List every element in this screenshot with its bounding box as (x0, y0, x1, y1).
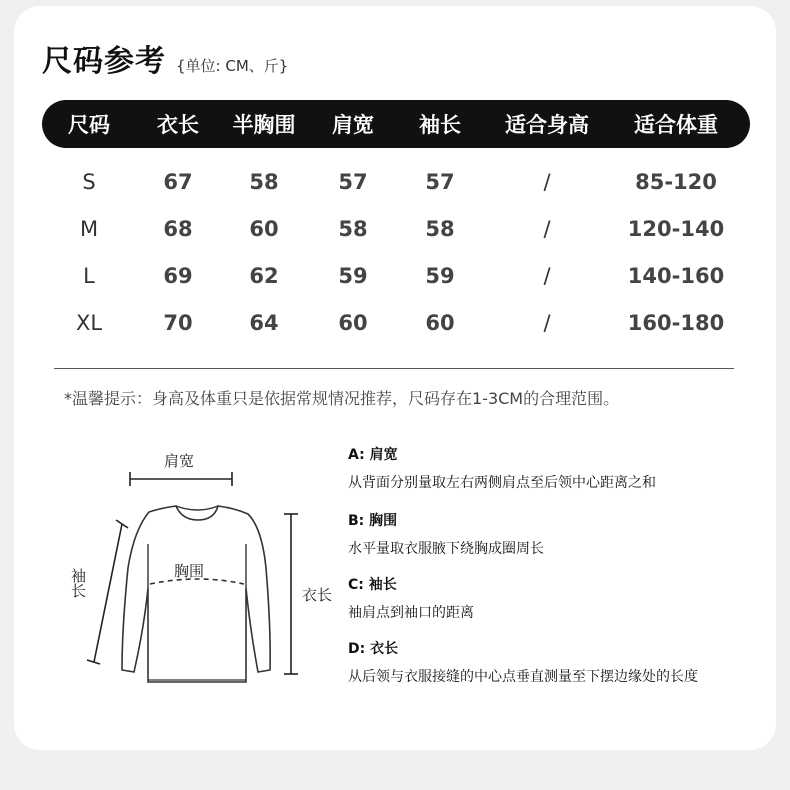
definition-text: 从背面分别量取左右两侧肩点至后领中心距离之和 (348, 475, 656, 491)
cell-weight: 85-120 (635, 169, 717, 194)
page-title: 尺码参考 (42, 44, 166, 79)
cell-sleeve: 58 (425, 216, 455, 241)
cell-sleeve: 60 (425, 310, 455, 335)
definition-text: 袖肩点到袖口的距离 (348, 605, 474, 621)
size-chart-card (14, 6, 776, 750)
cell-size: S (82, 169, 96, 194)
unit-note: {单位: CM、斤} (176, 57, 289, 75)
cell-length: 67 (163, 169, 193, 194)
column-header-height: 适合身高 (505, 113, 589, 137)
garment-diagram (66, 438, 346, 698)
cell-shoulder: 57 (338, 169, 368, 194)
cell-half-chest: 64 (249, 310, 279, 335)
definition-key: A: 肩宽 (348, 447, 398, 463)
column-header-size: 尺码 (68, 113, 110, 137)
tshirt-outline-icon (66, 438, 346, 698)
cell-shoulder: 60 (338, 310, 368, 335)
definition-key: C: 袖长 (348, 577, 397, 593)
column-header-half-chest: 半胸围 (232, 113, 296, 137)
cell-height: / (543, 263, 551, 288)
table-row (42, 252, 750, 299)
definition-text: 从后领与衣服接缝的中心点垂直测量至下摆边缘处的长度 (348, 669, 698, 685)
cell-weight: 120-140 (627, 216, 725, 241)
cell-size: L (83, 263, 95, 288)
size-table-body (42, 158, 750, 346)
table-row (42, 158, 750, 205)
tip-note: *温馨提示：身高及体重只是依据常规情况推荐，尺码存在1-3CM的合理范围。 (64, 389, 620, 408)
cell-half-chest: 60 (249, 216, 279, 241)
definition-item (348, 444, 656, 492)
column-header-shoulder: 肩宽 (332, 113, 374, 137)
heading (42, 36, 288, 80)
cell-size: XL (75, 310, 103, 335)
cell-shoulder: 58 (338, 216, 368, 241)
cell-height: / (543, 216, 551, 241)
definition-item (348, 574, 474, 622)
column-header-sleeve: 袖长 (419, 113, 461, 137)
definition-item (348, 638, 698, 686)
cell-sleeve: 59 (425, 263, 455, 288)
cell-length: 70 (163, 310, 193, 335)
cell-size: M (79, 216, 99, 241)
shoulder-label: 肩宽 (164, 452, 195, 470)
definition-text: 水平量取衣服腋下绕胸成圈周长 (348, 541, 544, 557)
cell-half-chest: 62 (249, 263, 279, 288)
definition-key: D: 衣长 (348, 641, 399, 657)
cell-height: / (543, 169, 551, 194)
cell-weight: 160-180 (627, 310, 725, 335)
table-header (42, 100, 750, 148)
cell-length: 69 (163, 263, 193, 288)
cell-weight: 140-160 (627, 263, 725, 288)
divider (54, 368, 734, 369)
cell-length: 68 (163, 216, 193, 241)
cell-sleeve: 57 (425, 169, 455, 194)
cell-height: / (543, 310, 551, 335)
table-row (42, 299, 750, 346)
definition-key: B: 胸围 (348, 513, 398, 529)
chest-label: 胸围 (174, 562, 205, 580)
column-header-weight: 适合体重 (634, 113, 718, 137)
cell-half-chest: 58 (249, 169, 279, 194)
definition-item (348, 510, 544, 558)
length-label: 衣长 (302, 586, 333, 604)
column-header-length: 衣长 (157, 113, 199, 137)
sleeve-label: 袖长 (69, 568, 87, 598)
table-row (42, 205, 750, 252)
cell-shoulder: 59 (338, 263, 368, 288)
